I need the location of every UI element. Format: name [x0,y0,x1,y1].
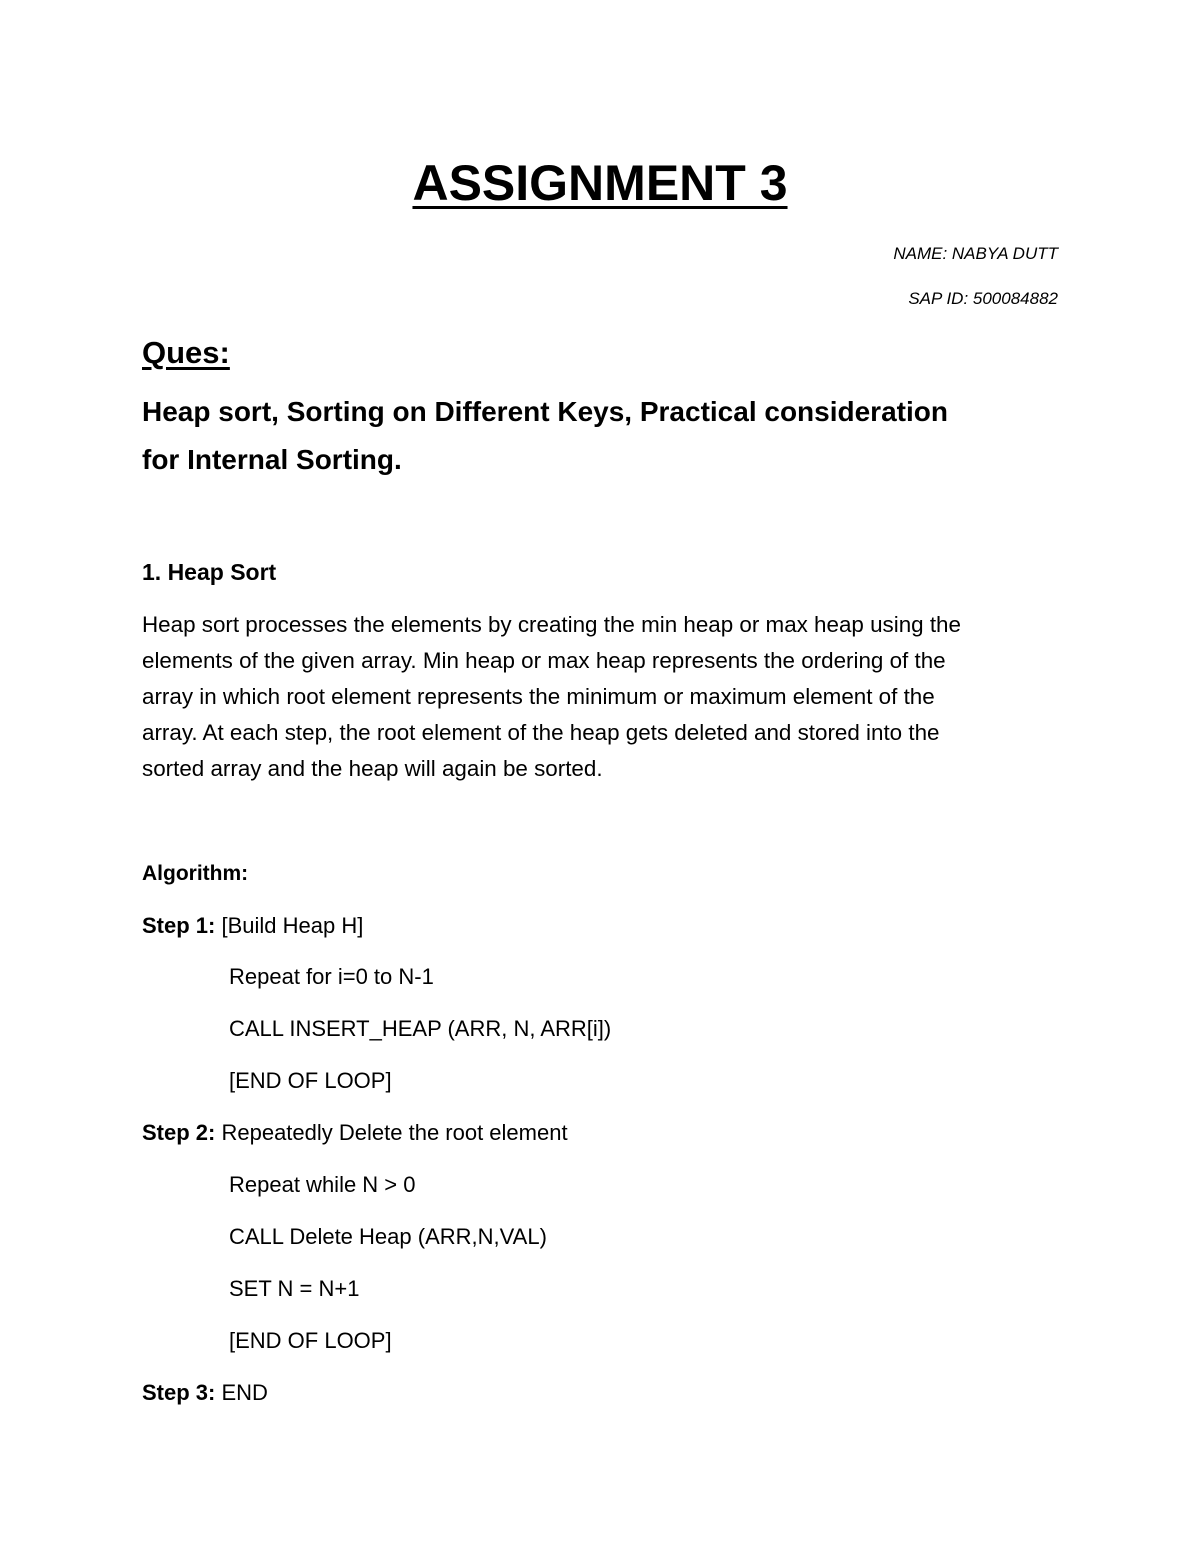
step-text: END [215,1380,268,1405]
algorithm-heading: Algorithm: [142,862,249,885]
paragraph-line: Heap sort processes the elements by creating the min heap or max heap using the [142,612,961,637]
student-name: NAME: NABYA DUTT [893,244,1058,263]
step-substep: [END OF LOOP] [229,1328,392,1353]
paragraph-line: elements of the given array. Min heap or max heap represents the ordering of the [142,648,946,673]
step-label: Step 2: [142,1120,216,1145]
paragraph-line: sorted array and the heap will again be sorted. [142,756,603,781]
student-sap-id: SAP ID: 500084882 [908,289,1058,308]
question-topic-line: for Internal Sorting. [142,444,402,475]
algorithm-step [142,1378,268,1408]
question-topic-line: Heap sort, Sorting on Different Keys, Practical consideration [142,396,948,427]
step-label: Step 1: [142,913,216,938]
algorithm-step [142,911,363,941]
step-substep: Repeat while N > 0 [229,1172,416,1197]
paragraph-line: array in which root element represents the minimum or maximum element of the [142,684,935,709]
section-heading: 1. Heap Sort [142,559,277,585]
step-substep: CALL Delete Heap (ARR,N,VAL) [229,1224,547,1249]
document-title: ASSIGNMENT 3 [412,155,788,211]
step-substep: [END OF LOOP] [229,1068,392,1093]
step-substep: Repeat for i=0 to N-1 [229,964,434,989]
step-label: Step 3: [142,1380,216,1405]
question-label: Ques: [142,335,230,370]
step-substep: SET N = N+1 [229,1276,360,1301]
step-text: [Build Heap H] [215,913,364,938]
algorithm-step [142,1118,568,1148]
step-substep: CALL INSERT_HEAP (ARR, N, ARR[i]) [229,1016,612,1041]
step-text: Repeatedly Delete the root element [215,1120,568,1145]
paragraph-line: array. At each step, the root element of the heap gets deleted and stored into the [142,720,940,745]
